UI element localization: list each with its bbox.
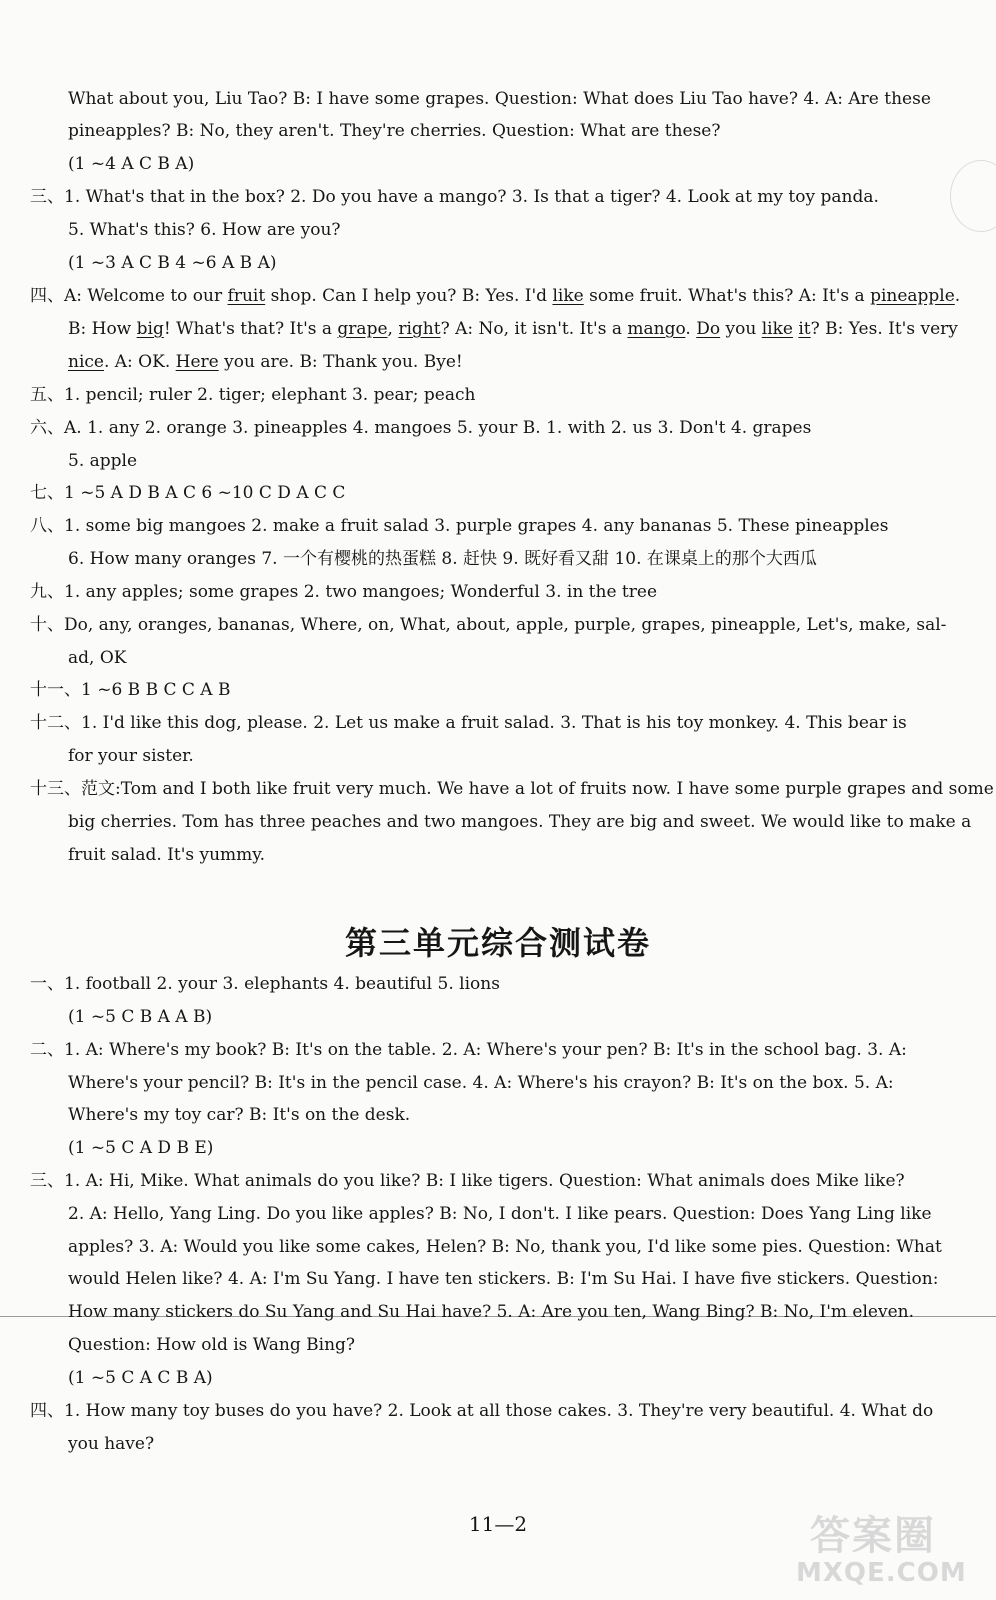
- text-line: big cherries. Tom has three peaches and two mangoes. They are big and sweet. We would like to make a: [68, 812, 972, 832]
- text-line: fruit salad. It's yummy.: [68, 845, 266, 865]
- fill-in-line-1: 四、A: Welcome to our fruit shop. Can I help you? B: Yes. I'd like some fruit. What's this? A: It's a pineapple.: [30, 286, 961, 306]
- text-line: 六、A. 1. any 2. orange 3. pineapples 4. mangoes 5. your B. 1. with 2. us 3. Don't 4. grapes: [30, 418, 812, 438]
- text-line: Where's your pencil? B: It's in the pencil case. 4. A: Where's his crayon? B: It's on the box. 5. A:: [68, 1073, 894, 1093]
- text-line: 5. What's this? 6. How are you?: [68, 220, 341, 240]
- text-line: (1 ~5 C A D B E): [68, 1138, 214, 1158]
- section-title: 第三单元综合测试卷: [344, 924, 651, 962]
- text-line: for your sister.: [68, 746, 194, 766]
- text-line: 二、1. A: Where's my book? B: It's on the table. 2. A: Where's your pen? B: It's in the school bag. 3. A:: [30, 1040, 907, 1060]
- text-line: pineapples? B: No, they aren't. They're cherries. Question: What are these?: [68, 121, 721, 141]
- text-line: 6. How many oranges 7. 一个有樱桃的热蛋糕 8. 赶快 9. 既好看又甜 10. 在课桌上的那个大西瓜: [68, 549, 817, 569]
- text-line: would Helen like? 4. A: I'm Su Yang. I have ten stickers. B: I'm Su Hai. I have five stickers. Question:: [68, 1269, 939, 1289]
- text-line: you have?: [68, 1434, 155, 1454]
- text-line: (1 ~4 A C B A): [68, 154, 195, 174]
- text-line: 一、1. football 2. your 3. elephants 4. beautiful 5. lions: [30, 974, 500, 994]
- text-line: 九、1. any apples; some grapes 2. two mangoes; Wonderful 3. in the tree: [30, 582, 657, 602]
- text-line: (1 ~5 C B A A B): [68, 1007, 213, 1027]
- page-number: 11—2: [468, 1512, 528, 1536]
- text-line: 四、1. How many toy buses do you have? 2. Look at all those cakes. 3. They're very beautiful. 4. What do: [30, 1401, 934, 1421]
- fill-in-line-3: nice. A: OK. Here you are. B: Thank you. Bye!: [68, 352, 463, 372]
- text-line: 十二、1. I'd like this dog, please. 2. Let us make a fruit salad. 3. That is his toy monkey. 4. This bear is: [30, 713, 907, 733]
- text-line: (1 ~5 C A C B A): [68, 1368, 213, 1388]
- text-line: 十、Do, any, oranges, bananas, Where, on, What, about, apple, purple, grapes, pineapple, Let's, make, sal-: [30, 615, 947, 635]
- text-line: 5. apple: [68, 451, 138, 471]
- text-line: Question: How old is Wang Bing?: [68, 1335, 356, 1355]
- text-line: apples? 3. A: Would you like some cakes, Helen? B: No, thank you, I'd like some pies. Question: What: [68, 1237, 942, 1257]
- text-line: ad, OK: [68, 648, 127, 668]
- watermark-logo: [790, 1500, 990, 1600]
- text-line: (1 ~3 A C B 4 ~6 A B A): [68, 253, 277, 273]
- text-line: How many stickers do Su Yang and Su Hai have? 5. A: Are you ten, Wang Bing? B: No, I'm eleven.: [68, 1302, 914, 1322]
- text-line: 2. A: Hello, Yang Ling. Do you like apples? B: No, I don't. I like pears. Question: Does Yang Ling like: [68, 1204, 932, 1224]
- text-line: Where's my toy car? B: It's on the desk.: [68, 1105, 411, 1125]
- text-line: 十一、1 ~6 B B C C A B: [30, 680, 231, 700]
- text-line: 十三、范文:Tom and I both like fruit very much. We have a lot of fruits now. I have some purple grapes and some: [30, 779, 994, 799]
- text-line: 三、1. What's that in the box? 2. Do you have a mango? 3. Is that a tiger? 4. Look at my toy panda.: [30, 187, 879, 207]
- text-line: 三、1. A: Hi, Mike. What animals do you like? B: I like tigers. Question: What animals does Mike like?: [30, 1171, 905, 1191]
- watermark-en: MXQE.COM: [796, 1558, 967, 1588]
- text-line: What about you, Liu Tao? B: I have some grapes. Question: What does Liu Tao have? 4. A: Are these: [68, 89, 931, 109]
- text-line: 七、1 ~5 A D B A C 6 ~10 C D A C C: [30, 483, 346, 503]
- text-line: 五、1. pencil; ruler 2. tiger; elephant 3. pear; peach: [30, 385, 476, 405]
- text-line: 八、1. some big mangoes 2. make a fruit salad 3. purple grapes 4. any bananas 5. These pineapples: [30, 516, 889, 536]
- fill-in-line-2: B: How big! What's that? It's a grape, right? A: No, it isn't. It's a mango. Do you like it? B: Yes. It's very: [68, 319, 958, 339]
- watermark-cn: 答案圈: [810, 1513, 936, 1559]
- library-stamp-icon: [950, 160, 996, 232]
